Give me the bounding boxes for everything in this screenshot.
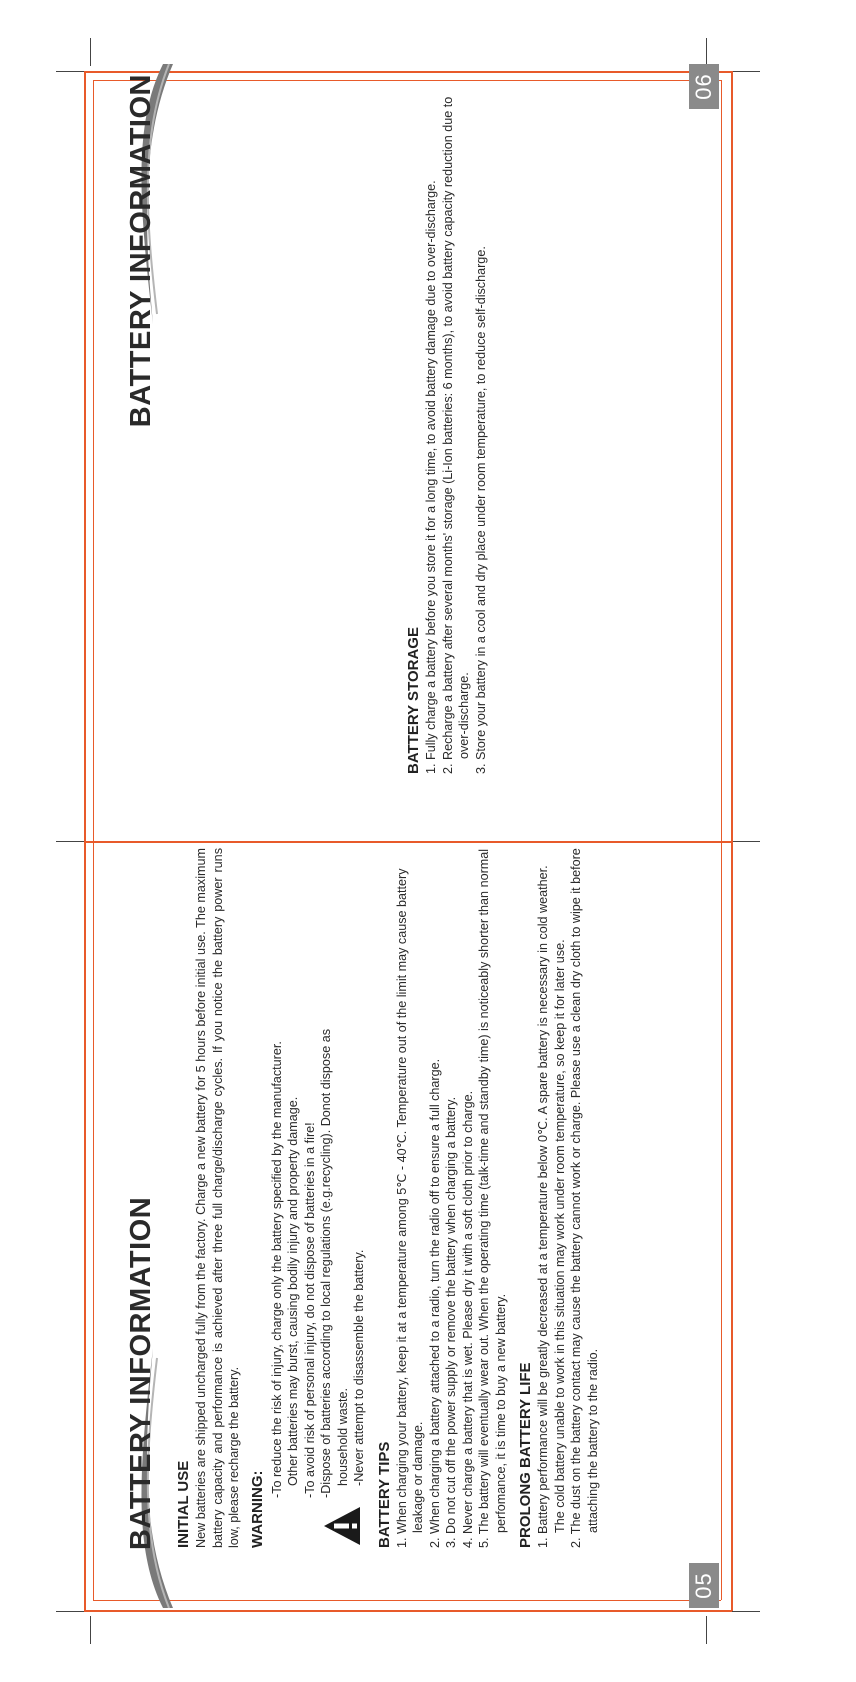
page-05 [93, 838, 733, 1608]
warning-line: household waste. [335, 1387, 350, 1486]
warning-line: -Never attempt to disassemble the battery. [352, 1249, 366, 1486]
section-heading-battery-storage: BATTERY STORAGE [405, 627, 422, 774]
section-heading-battery-tips: BATTERY TIPS [375, 1441, 393, 1548]
crop-mark [732, 1611, 760, 1612]
trim-line [84, 1610, 732, 1612]
crop-mark [90, 1616, 91, 1644]
crop-mark [732, 841, 760, 842]
section-heading-prolong-battery-life: PROLONG BATTERY LIFE [517, 1362, 534, 1548]
list-item: 2. The dust on the battery contact may cause the battery cannot work or charge. Please use a clean dry cloth to wipe it before attaching the battery to the radio. [569, 848, 600, 1548]
page-number: 05 [689, 1563, 719, 1608]
crop-mark [90, 38, 91, 66]
crop-mark [732, 71, 760, 72]
initial-use-text: New batteries are shipped uncharged fully from the factory. Charge a new battery for 5 hours before initial use. The maximum battery capacity and performance is achieved after three full charge/discharge cycles. If you notice the battery power runs low, please recharge the battery. [194, 848, 241, 1548]
list-item: 1. When charging your battery, keep it at a temperature among 5℃ - 40℃. Temperature out of the limit may cause battery leakage or damage. [394, 868, 425, 1548]
list-item: 1. Fully charge a battery before you store it for a long time, to avoid battery damage due to over-discharge. [424, 180, 438, 774]
list-item: 2. Recharge a battery after several months' storage (Li-Ion batteries: 6 months), to avoid battery capacity reduction due to over-discharge. [440, 96, 471, 774]
warning-line: -Dispose of batteries according to local regulations (e.g.recycling). Donot dispose as [319, 1028, 333, 1498]
list-item: 3. Do not cut off the power supply or remove the battery when charging a battery. [444, 1096, 458, 1548]
list-item: 1. Battery performance will be greatly decreased at a temperature below 0℃. A spare battery is necessary in cold weather. The cold battery unable to work in this situation may work under room temperature, so keep it for later use. [536, 865, 567, 1548]
warning-line: -To avoid risk of personal injury, do not dispose of batteries in a fire! [302, 1122, 317, 1498]
crop-mark [56, 1611, 84, 1612]
page-content [173, 848, 601, 1548]
page-06 [93, 64, 733, 834]
page-title: BATTERY INFORMATION [125, 1196, 157, 1550]
section-heading-warning: WARNING: [248, 1470, 266, 1548]
warning-line: -To reduce the risk of injury, charge only the battery specified by the manufacturer. [269, 1041, 284, 1498]
crop-mark [56, 71, 84, 72]
warning-block [269, 848, 368, 1548]
page-content [173, 84, 489, 774]
page-number: 06 [689, 64, 719, 109]
crop-mark [56, 841, 84, 842]
warning-line: Other batteries may burst, causing bodily injury and property damage. [286, 1096, 300, 1486]
list-item: 5. The battery will eventually wear out. When the operating time (talk-time and standby time) is noticeably shorter than normal perfomance, it is time to buy a new battery. [477, 848, 508, 1548]
crop-mark [706, 38, 707, 66]
warning-icon [323, 1506, 361, 1546]
crop-mark [706, 1616, 707, 1644]
list-item: 3. Store your battery in a cool and dry place under room temperature, to reduce self-discharge. [473, 246, 488, 774]
page-title: BATTERY INFORMATION [125, 74, 157, 428]
list-item: 4. Never charge a battery that is wet. Please dry it with a soft cloth prior to charge. [460, 1090, 475, 1548]
section-heading-initial-use: INITIAL USE [175, 1460, 192, 1548]
list-item: 2. When charging a battery attached to a radio, turn the radio off to ensure a full charge. [427, 1058, 442, 1548]
